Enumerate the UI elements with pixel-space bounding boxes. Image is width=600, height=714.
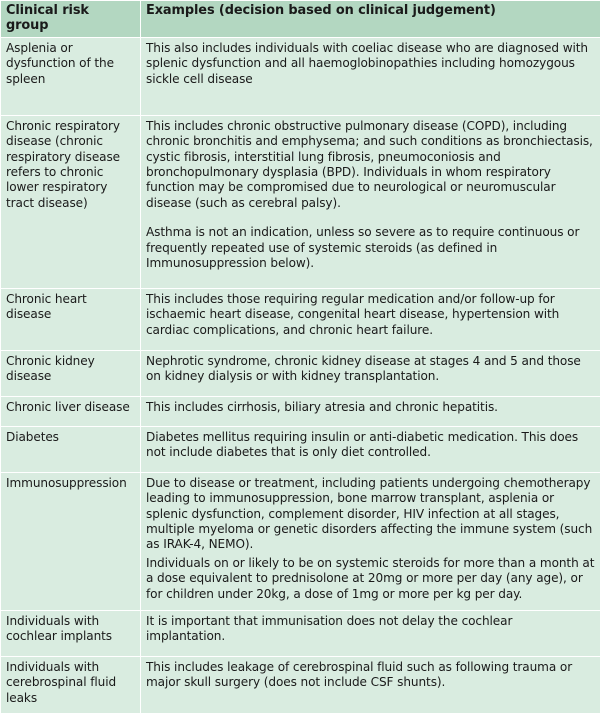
examples-text: This also includes individuals with coeliac disease who are diagnosed with splenic dysfunction and all haemoglobinopathies including homozygous sickle cell disease <box>146 41 595 87</box>
risk-group-cell: Immunosuppression <box>1 472 141 610</box>
risk-group-cell: Diabetes <box>1 426 141 472</box>
examples-cell <box>141 37 600 115</box>
risk-group-cell: Individuals with cochlear implants <box>1 610 141 656</box>
risk-group-cell: Asplenia or dysfunction of the spleen <box>1 37 141 115</box>
table-row <box>1 610 600 656</box>
examples-cell <box>141 610 600 656</box>
table-row <box>1 472 600 610</box>
examples-cell <box>141 656 600 713</box>
risk-group-cell: Chronic kidney disease <box>1 350 141 396</box>
examples-text: Individuals on or likely to be on systemic steroids for more than a month at a dose equivalent to prednisolone at 20mg or more per day (any age), or for children under 20kg, a dose of 1mg or more per kg per day. <box>146 556 595 602</box>
examples-text: It is important that immunisation does not delay the cochlear implantation. <box>146 614 595 645</box>
examples-text: This includes those requiring regular medication and/or follow-up for ischaemic heart disease, congenital heart disease, hypertension with cardiac complications, and chronic heart failure. <box>146 292 595 338</box>
examples-text: This includes leakage of cerebrospinal fluid such as following trauma or major skull surgery (does not include CSF shunts). <box>146 660 595 691</box>
examples-cell <box>141 426 600 472</box>
header-clinical-risk-group: Clinical risk group <box>1 1 141 38</box>
examples-text: Nephrotic syndrome, chronic kidney disease at stages 4 and 5 and those on kidney dialysis or with kidney transplantation. <box>146 354 595 385</box>
table-row <box>1 426 600 472</box>
table-row <box>1 37 600 115</box>
risk-group-cell: Chronic heart disease <box>1 288 141 350</box>
table-row <box>1 350 600 396</box>
examples-cell <box>141 350 600 396</box>
examples-text: Due to disease or treatment, including patients undergoing chemotherapy leading to immunosuppression, bone marrow transplant, asplenia or splenic dysfunction, complement disorder, HIV infection at all stages, multiple myeloma or genetic disorders affecting the immune system (such as IRAK-4, NEMO). <box>146 476 595 553</box>
table-row <box>1 115 600 288</box>
examples-text: This includes cirrhosis, biliary atresia and chronic hepatitis. <box>146 400 595 415</box>
header-examples: Examples (decision based on clinical judgement) <box>141 1 600 38</box>
risk-group-cell: Chronic respiratory disease (chronic respiratory disease refers to chronic lower respiratory tract disease) <box>1 115 141 288</box>
examples-cell <box>141 396 600 426</box>
examples-text: This includes chronic obstructive pulmonary disease (COPD), including chronic bronchitis and emphysema; and such conditions as bronchiectasis, cystic fibrosis, interstitial lung fibrosis, pneumoconiosis and bronchopulmonary dysplasia (BPD). Individuals in whom respiratory function may be compromised due to neurological or neuromuscular disease (such as cerebral palsy). <box>146 119 595 211</box>
examples-text: Diabetes mellitus requiring insulin or anti-diabetic medication. This does not include diabetes that is only diet controlled. <box>146 430 595 461</box>
table-row <box>1 288 600 350</box>
table-row <box>1 396 600 426</box>
risk-group-cell: Individuals with cerebrospinal fluid leaks <box>1 656 141 713</box>
examples-cell <box>141 115 600 288</box>
examples-text: Asthma is not an indication, unless so severe as to require continuous or frequently repeated use of systemic steroids (as defined in Immunosuppression below). <box>146 225 595 271</box>
examples-cell <box>141 472 600 610</box>
risk-group-cell: Chronic liver disease <box>1 396 141 426</box>
table-row <box>1 656 600 713</box>
table-header-row <box>1 1 600 38</box>
examples-cell <box>141 288 600 350</box>
